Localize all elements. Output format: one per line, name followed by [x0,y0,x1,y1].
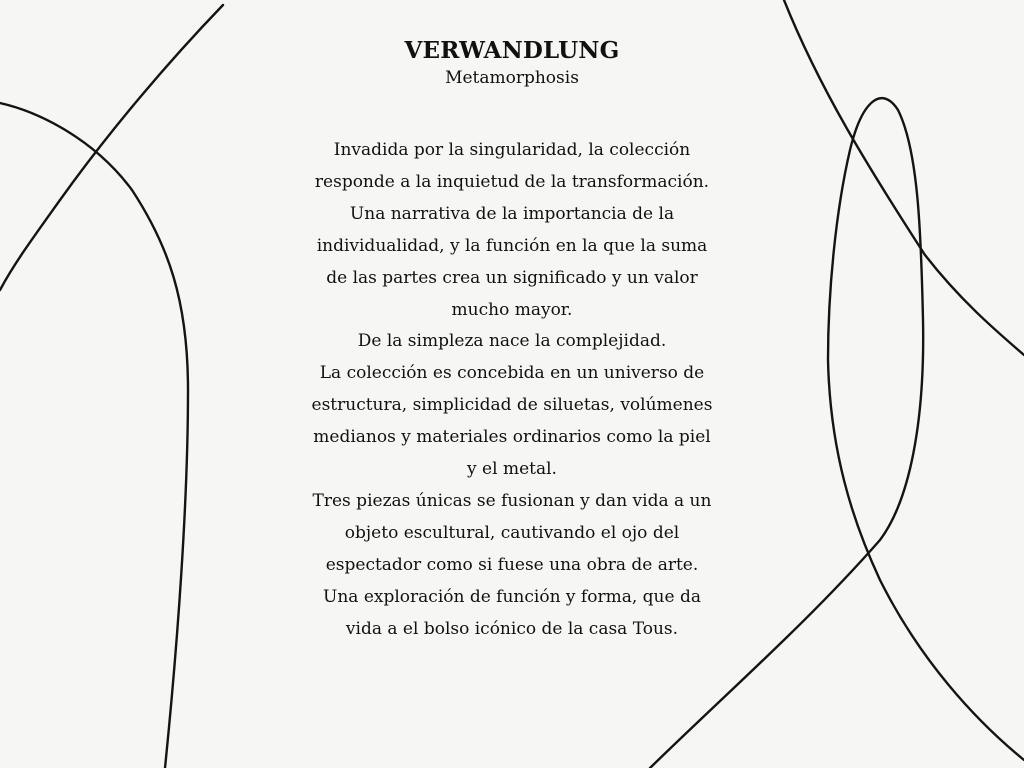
page-subtitle: Metamorphosis [445,68,579,88]
paragraph-line: mucho mayor. [451,299,573,320]
left-diagonal-line [0,5,223,290]
left-arc-line [0,103,188,768]
paragraph-line: Tres piezas únicas se fusionan y dan vida a un [312,490,712,511]
description-paragraph [262,135,762,646]
paragraph-line: objeto escultural, cautivando el ojo del [344,522,680,543]
paragraph-line: y el metal. [467,459,557,480]
paragraph-line: espectador como si fuese una obra de arte. [325,554,699,575]
paragraph-line: De la simpleza nace la complejidad. [357,331,667,352]
paragraph-line: de las partes crea un significado y un valor [326,267,698,288]
paragraph-line: La colección es concebida en un universo de [319,363,705,384]
right-diagonal-line [784,0,1024,355]
paragraph-line: responde a la inquietud de la transformación. [314,171,710,192]
paragraph-line: medianos y materiales ordinarios como la piel [313,427,711,448]
paragraph-line: vida a el bolso icónico de la casa Tous. [345,618,679,639]
paragraph-line: individualidad, y la función en la que la suma [316,235,708,256]
paragraph-line: Una narrativa de la importancia de la [349,203,675,224]
paragraph-line: Una exploración de función y forma, que da [323,586,701,607]
paragraph-line: Invadida por la singularidad, la colección [333,140,691,160]
page-title: VERWANDLUNG [404,37,620,64]
paragraph-line: estructura, simplicidad de siluetas, volúmenes [311,395,713,416]
text-block [262,36,762,646]
